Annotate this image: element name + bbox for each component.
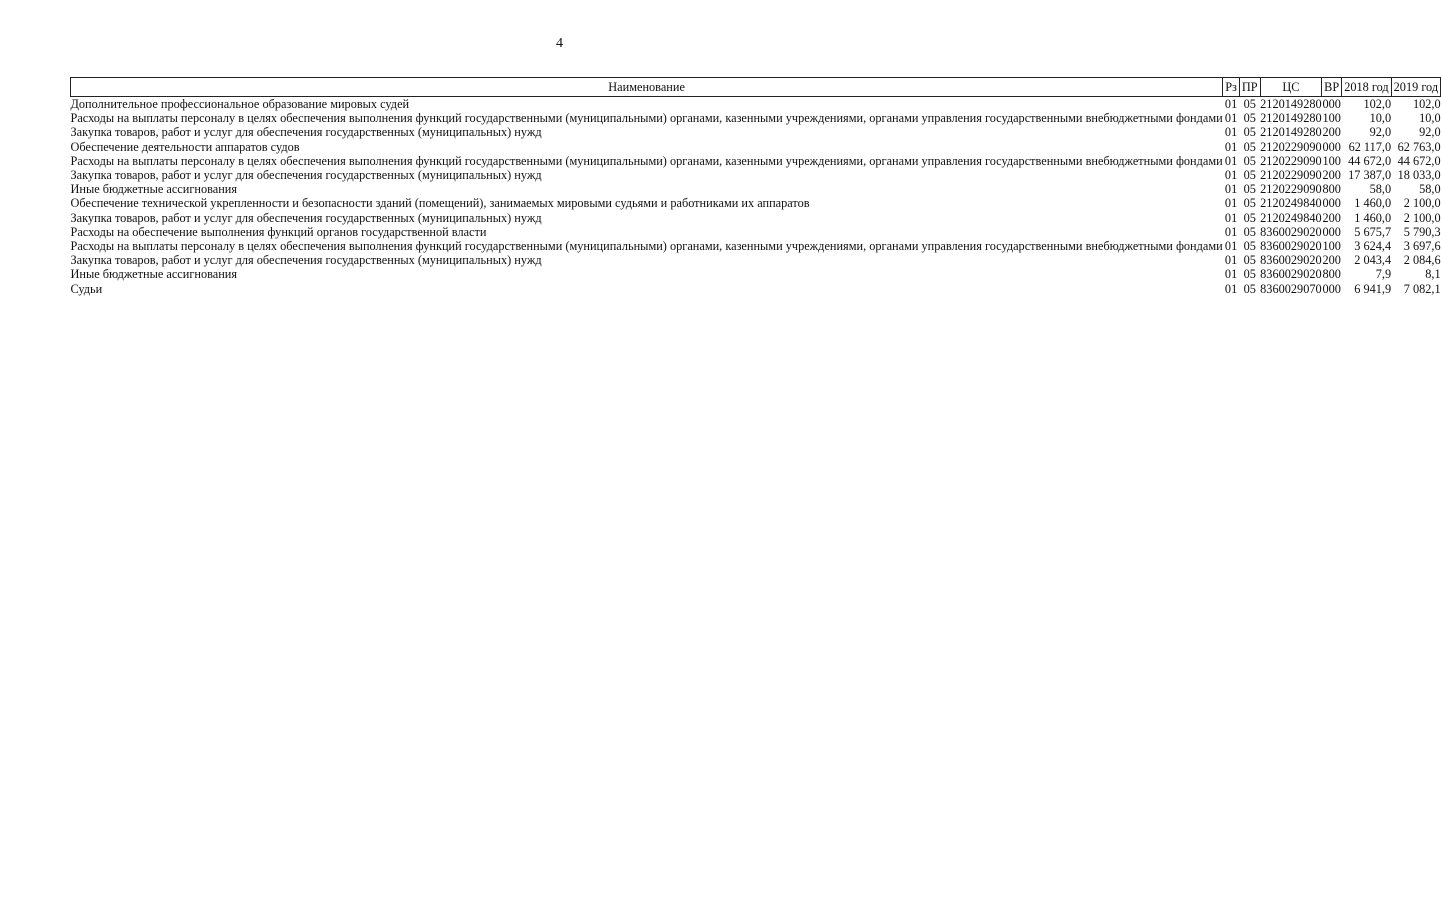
table-body	[71, 97, 1441, 296]
header-vr: ВР	[1322, 78, 1342, 97]
cell-name: Закупка товаров, работ и услуг для обеспечения государственных (муниципальных) нужд	[70, 253, 542, 268]
cell-cs: 2120229090	[1260, 168, 1322, 183]
cell-y2019: 92,0	[1419, 125, 1441, 140]
cell-cs: 2120229090	[1260, 153, 1322, 168]
cell-vr: 100	[1322, 153, 1341, 168]
cell-y2019: 5 790,3	[1403, 224, 1441, 239]
cell-y2019: 3 697,6	[1403, 239, 1441, 254]
cell-pr: 05	[1243, 196, 1256, 211]
cell-y2018: 5 675,7	[1354, 224, 1392, 239]
cell-y2018: 1 460,0	[1354, 196, 1392, 211]
cell-name: Обеспечение деятельности аппаратов судов	[70, 139, 300, 154]
cell-vr: 000	[1322, 224, 1341, 239]
header-rz: Рз	[1223, 78, 1240, 97]
table-row	[71, 253, 1441, 267]
cell-y2018: 102,0	[1363, 97, 1392, 111]
table-row	[71, 182, 1441, 196]
table-row	[71, 225, 1441, 239]
table-row	[71, 267, 1441, 281]
header-cs: ЦС	[1260, 78, 1321, 97]
cell-rz: 01	[1224, 168, 1238, 183]
table-row	[71, 140, 1441, 154]
cell-vr: 000	[1322, 196, 1341, 211]
cell-y2019: 7 082,1	[1403, 281, 1441, 296]
cell-y2019: 62 763,0	[1397, 139, 1441, 154]
cell-pr: 05	[1243, 139, 1256, 154]
cell-y2018: 92,0	[1369, 125, 1392, 140]
cell-vr: 200	[1322, 125, 1341, 140]
cell-pr: 05	[1243, 267, 1256, 282]
cell-pr: 05	[1243, 281, 1256, 296]
cell-cs: 8360029020	[1260, 267, 1322, 282]
cell-name: Расходы на обеспечение выполнения функций органов государственной власти	[70, 224, 487, 239]
cell-y2019: 2 084,6	[1403, 253, 1441, 268]
cell-y2019: 58,0	[1419, 182, 1441, 197]
table-header-row	[71, 78, 1441, 97]
cell-y2019: 102,0	[1412, 97, 1441, 111]
cell-vr: 000	[1322, 97, 1341, 111]
cell-pr: 05	[1243, 224, 1256, 239]
page-number: 4	[556, 36, 563, 51]
cell-rz: 01	[1224, 139, 1238, 154]
cell-vr: 200	[1322, 210, 1341, 225]
cell-vr: 800	[1322, 182, 1341, 197]
cell-name: Судьи	[70, 281, 103, 296]
cell-name: Расходы на выплаты персоналу в целях обеспечения выполнения функций государственными (муниципальными) органами, казенными учреждениями, органами управления государственными внебюджетными фондами	[70, 111, 1223, 126]
budget-table	[70, 77, 1441, 296]
cell-y2018: 3 624,4	[1354, 239, 1392, 254]
cell-vr: 000	[1322, 139, 1341, 154]
cell-vr: 000	[1322, 281, 1341, 296]
cell-cs: 8360029020	[1260, 224, 1322, 239]
table-row	[71, 125, 1441, 139]
cell-pr: 05	[1243, 182, 1256, 197]
cell-y2018: 62 117,0	[1348, 139, 1392, 154]
cell-rz: 01	[1224, 239, 1238, 254]
cell-y2018: 17 387,0	[1348, 168, 1392, 183]
cell-y2018: 10,0	[1369, 111, 1392, 126]
cell-pr: 05	[1243, 111, 1256, 126]
cell-y2018: 1 460,0	[1354, 210, 1392, 225]
header-2019: 2019 год	[1391, 78, 1440, 97]
cell-rz: 01	[1224, 125, 1238, 140]
cell-pr: 05	[1243, 239, 1256, 254]
cell-vr: 800	[1322, 267, 1341, 282]
cell-name: Закупка товаров, работ и услуг для обеспечения государственных (муниципальных) нужд	[70, 168, 542, 183]
cell-rz: 01	[1224, 97, 1238, 111]
cell-cs: 8360029070	[1260, 281, 1322, 296]
cell-rz: 01	[1224, 182, 1238, 197]
cell-cs: 2120149280	[1260, 125, 1322, 140]
cell-y2019: 44 672,0	[1397, 153, 1441, 168]
cell-name: Закупка товаров, работ и услуг для обеспечения государственных (муниципальных) нужд	[70, 125, 542, 140]
cell-name: Иные бюджетные ассигнования	[70, 182, 238, 197]
cell-pr: 05	[1243, 153, 1256, 168]
cell-rz: 01	[1224, 267, 1238, 282]
cell-vr: 100	[1322, 239, 1341, 254]
table-row	[71, 111, 1441, 125]
cell-y2018: 7,9	[1375, 267, 1392, 282]
cell-vr: 100	[1322, 111, 1341, 126]
cell-rz: 01	[1224, 281, 1238, 296]
cell-pr: 05	[1243, 125, 1256, 140]
table-row	[71, 196, 1441, 210]
cell-y2018: 44 672,0	[1348, 153, 1392, 168]
cell-y2019: 18 033,0	[1397, 168, 1441, 183]
table-row	[71, 239, 1441, 253]
cell-name: Обеспечение технической укрепленности и безопасности зданий (помещений), занимаемых мировыми судьями и работниками их аппаратов	[70, 196, 810, 211]
table-row	[71, 211, 1441, 225]
cell-cs: 8360029020	[1260, 253, 1322, 268]
cell-cs: 2120229090	[1260, 139, 1322, 154]
cell-y2018: 6 941,9	[1354, 281, 1392, 296]
cell-rz: 01	[1224, 111, 1238, 126]
cell-vr: 200	[1322, 253, 1341, 268]
cell-pr: 05	[1243, 168, 1256, 183]
cell-y2019: 2 100,0	[1403, 196, 1441, 211]
cell-y2018: 58,0	[1369, 182, 1392, 197]
cell-y2019: 10,0	[1419, 111, 1441, 126]
cell-name: Закупка товаров, работ и услуг для обеспечения государственных (муниципальных) нужд	[70, 210, 542, 225]
cell-cs: 2120249840	[1260, 196, 1322, 211]
cell-rz: 01	[1224, 210, 1238, 225]
cell-rz: 01	[1224, 224, 1238, 239]
header-name: Наименование	[71, 78, 1223, 97]
cell-rz: 01	[1224, 196, 1238, 211]
cell-name: Иные бюджетные ассигнования	[70, 267, 238, 282]
table-row	[71, 97, 1441, 112]
cell-cs: 2120229090	[1260, 182, 1322, 197]
cell-cs: 8360029020	[1260, 239, 1322, 254]
cell-pr: 05	[1243, 253, 1256, 268]
header-pr: ПР	[1239, 78, 1260, 97]
cell-y2019: 8,1	[1425, 267, 1441, 282]
cell-y2018: 2 043,4	[1354, 253, 1392, 268]
table-row	[71, 154, 1441, 168]
cell-pr: 05	[1243, 97, 1256, 111]
cell-name: Расходы на выплаты персоналу в целях обеспечения выполнения функций государственными (муниципальными) органами, казенными учреждениями, органами управления государственными внебюджетными фондами	[70, 239, 1223, 254]
cell-name: Расходы на выплаты персоналу в целях обеспечения выполнения функций государственными (муниципальными) органами, казенными учреждениями, органами управления государственными внебюджетными фондами	[70, 153, 1223, 168]
cell-cs: 2120249840	[1260, 210, 1322, 225]
cell-pr: 05	[1243, 210, 1256, 225]
cell-y2019: 2 100,0	[1403, 210, 1441, 225]
cell-rz: 01	[1224, 253, 1238, 268]
header-2018: 2018 год	[1342, 78, 1391, 97]
cell-vr: 200	[1322, 168, 1341, 183]
table-row	[71, 168, 1441, 182]
cell-rz: 01	[1224, 153, 1238, 168]
table-row	[71, 282, 1441, 296]
cell-cs: 2120149280	[1260, 97, 1322, 111]
cell-cs: 2120149280	[1260, 111, 1322, 126]
cell-name: Дополнительное профессиональное образование мировых судей	[70, 97, 410, 111]
